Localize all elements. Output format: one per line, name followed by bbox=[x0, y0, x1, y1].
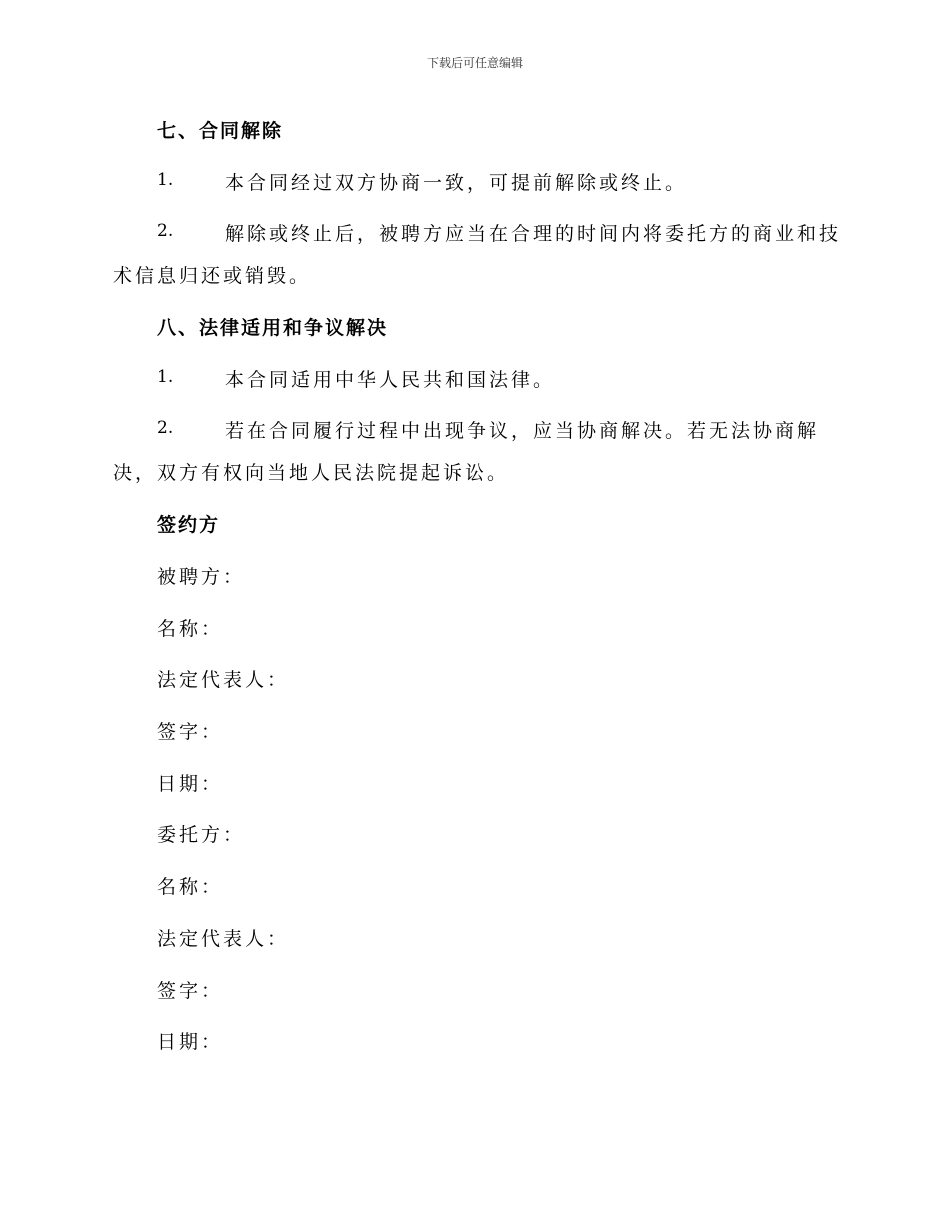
client-label: 委托方： bbox=[157, 824, 246, 846]
section-7-item-1-text: 本合同经过双方协商一致，可提前解除或终止。 bbox=[225, 172, 688, 194]
section-7-title: 七、合同解除 bbox=[157, 120, 284, 142]
page-header: 下载后可任意编辑 bbox=[426, 56, 523, 70]
section-8-title: 八、法律适用和争议解决 bbox=[157, 317, 389, 339]
section-8-item-2-text-line-2: 决，双方有权向当地人民法院提起诉讼。 bbox=[113, 462, 510, 484]
employee-label: 被聘方： bbox=[157, 566, 246, 588]
section-8-item-2-number: 2. bbox=[157, 418, 174, 438]
client-name-field: 名称： bbox=[157, 876, 224, 898]
section-8-item-1-text: 本合同适用中华人民共和国法律。 bbox=[225, 369, 556, 391]
section-7-item-1-number: 1. bbox=[157, 170, 174, 190]
client-signature-field: 签字： bbox=[157, 980, 224, 1002]
section-8-item-2-text-line-1: 若在合同履行过程中出现争议，应当协商解决。若无法协商解 bbox=[225, 420, 820, 442]
section-8-item-1-number: 1. bbox=[157, 367, 174, 387]
client-date-field: 日期： bbox=[157, 1031, 224, 1053]
section-7-item-2-text-line-1: 解除或终止后，被聘方应当在合理的时间内将委托方的商业和技 bbox=[225, 223, 842, 245]
section-7-item-2-text-line-2: 术信息归还或销毁。 bbox=[113, 265, 312, 287]
section-7-item-2-number: 2. bbox=[157, 221, 174, 241]
employee-name-field: 名称： bbox=[157, 618, 224, 640]
signatories-title: 签约方 bbox=[157, 514, 221, 536]
employee-rep-field: 法定代表人： bbox=[157, 669, 290, 691]
employee-date-field: 日期： bbox=[157, 773, 224, 795]
employee-signature-field: 签字： bbox=[157, 721, 224, 743]
client-rep-field: 法定代表人： bbox=[157, 928, 290, 950]
